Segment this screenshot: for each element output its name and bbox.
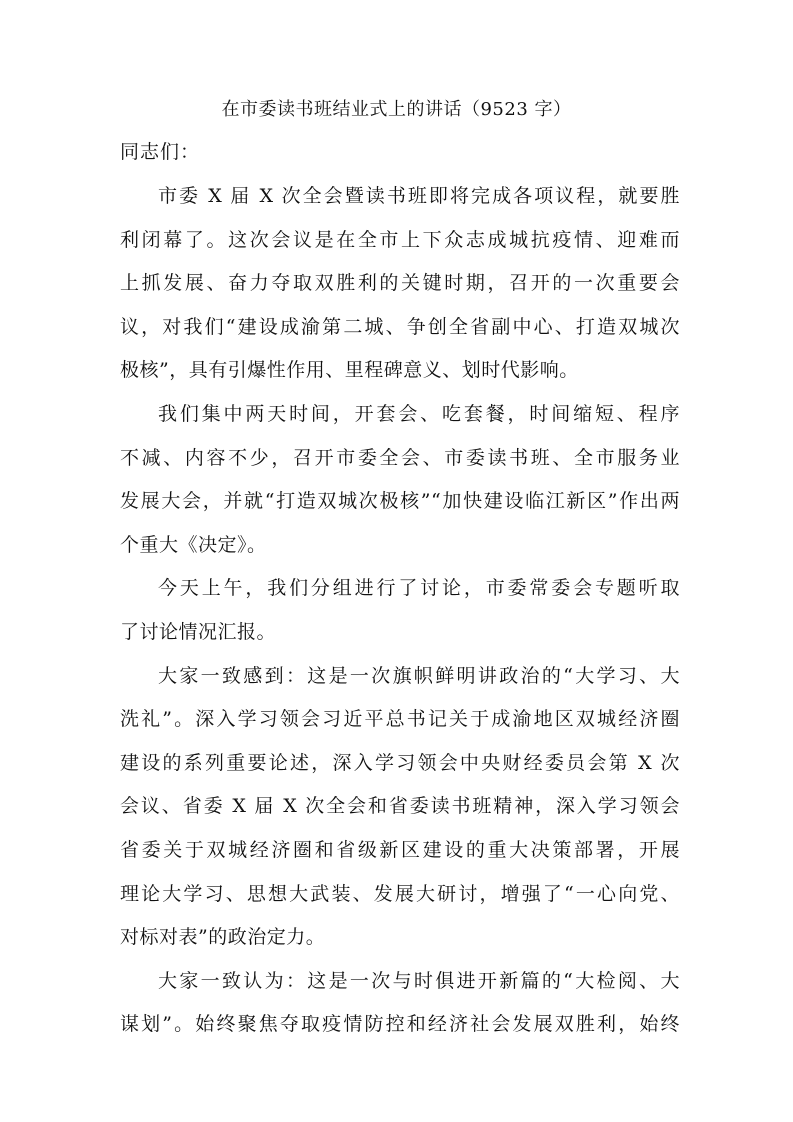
document-body: [120, 175, 680, 1047]
paragraph-line: 会议、省委 X 届 X 次全会和省委读书班精神，深入学习领会: [120, 795, 680, 818]
paragraph-line: 谋划”。始终聚焦夺取疫情防控和经济社会发展双胜利，始终: [120, 1013, 680, 1036]
body-paragraph: [120, 655, 680, 960]
body-paragraph: [120, 175, 680, 393]
paragraph-line: 发展大会，并就“打造双城次极核”“加快建设临江新区”作出两: [120, 490, 680, 513]
document-title: 在市委读书班结业式上的讲话（9523 字）: [221, 99, 572, 120]
paragraph-line: 理论大学习、思想大武装、发展大研讨，增强了“一心向党、: [120, 882, 680, 905]
paragraph-line: 市委 X 届 X 次全会暨读书班即将完成各项议程，就要胜: [158, 185, 680, 207]
paragraph-line: 个重大《决定》。: [120, 533, 267, 556]
paragraph-line: 不减、内容不少，召开市委全会、市委读书班、全市服务业: [120, 446, 680, 469]
paragraph-line: 对标对表”的政治定力。: [120, 926, 326, 949]
paragraph-line: 省委关于双城经济圈和省级新区建设的重大决策部署，开展: [120, 838, 680, 861]
paragraph-line: 了讨论情况汇报。: [120, 620, 277, 643]
paragraph-line: 大家一致认为：这是一次与时俱进开新篇的“大检阅、大: [158, 969, 680, 992]
paragraph-line: 今天上午，我们分组进行了讨论，市委常委会专题听取: [158, 577, 680, 600]
paragraph-line: 建设的系列重要论述，深入学习领会中央财经委员会第 X 次: [120, 751, 680, 774]
salutation: 同志们：: [120, 141, 201, 163]
paragraph-line: 我们集中两天时间，开套会、吃套餐，时间缩短、程序: [158, 402, 680, 425]
paragraph-line: 上抓发展、奋力夺取双胜利的关键时期，召开的一次重要会: [120, 272, 680, 295]
paragraph-line: 大家一致感到：这是一次旗帜鲜明讲政治的“大学习、大: [158, 664, 680, 687]
body-paragraph: [120, 567, 680, 654]
body-paragraph: [120, 393, 680, 567]
paragraph-line: 议，对我们“建设成渝第二城、争创全省副中心、打造双城次: [120, 315, 680, 338]
paragraph-line: 洗礼”。深入学习领会习近平总书记关于成渝地区双城经济圈: [120, 708, 680, 731]
paragraph-line: 利闭幕了。这次会议是在全市上下众志成城抗疫情、迎难而: [120, 228, 680, 251]
body-paragraph: [120, 960, 680, 1047]
paragraph-line: 极核”，具有引爆性作用、里程碑意义、划时代影响。: [120, 359, 579, 382]
